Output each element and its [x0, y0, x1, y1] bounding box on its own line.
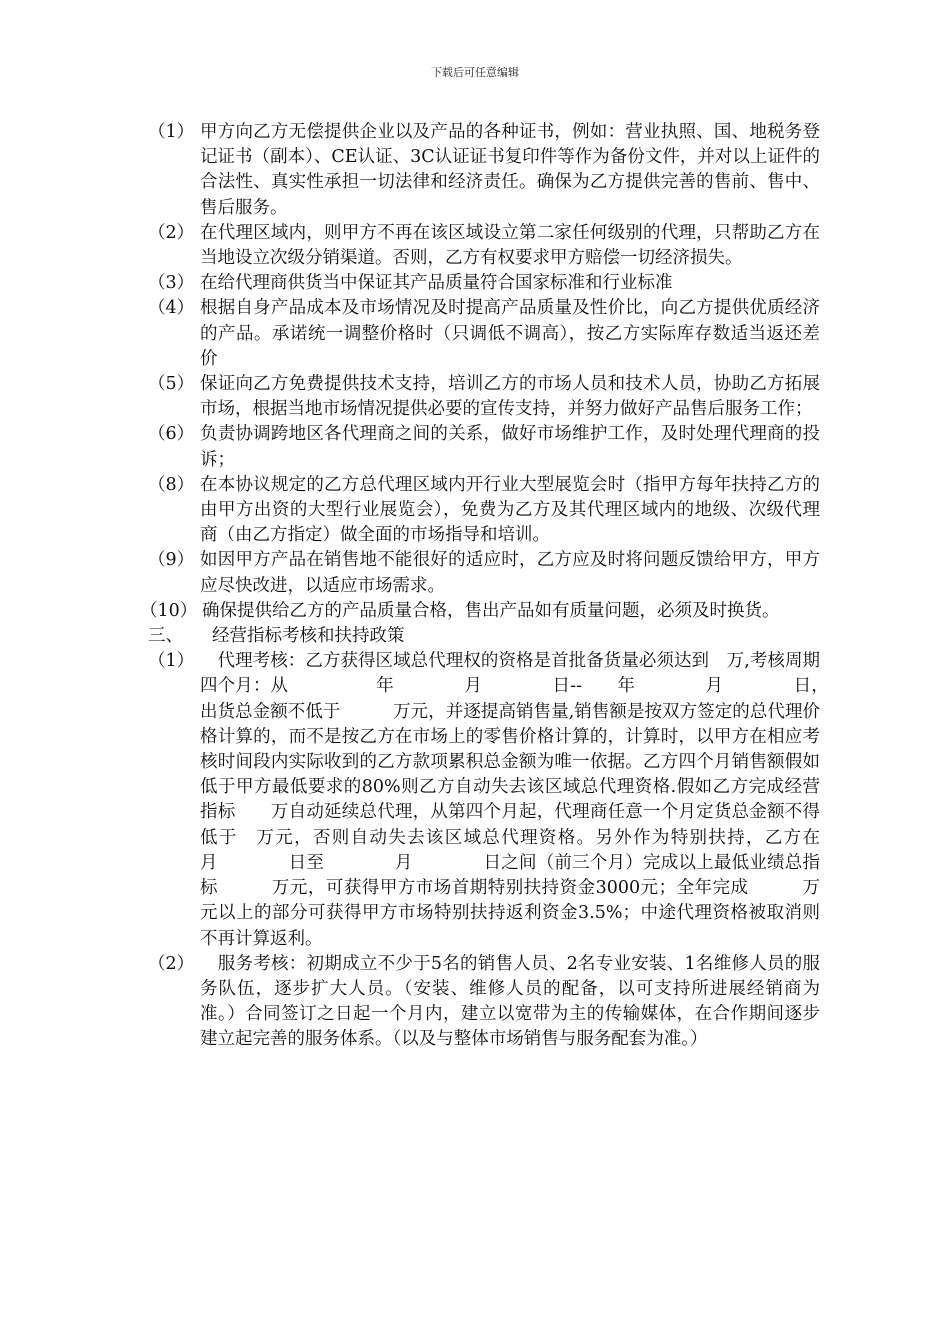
list-item	[148, 548, 820, 598]
item-text: 代理考核：乙方获得区域总代理权的资格是首批备货量必须达到 万,考核周期四个月：从 年 月 日-- 年 月 日， 出货总金额不低于 万元，并逐提高销售量,销售额是按双方签定的总代理价格计算的，而不是按乙方在市场上的零售价格计算的，计算时，以甲方在相应考核时间段内实际收到的乙方款项累积总金额为唯一依据。乙方四个月销售额假如低于甲方最低要求的80%则乙方自动失去该区域总代理资格.假如乙方完成经营指标 万自动延续总代理，从第四个月起，代理商任意一个月定货总金额不得低于 万元，否则自动失去该区域总代理资格。另外作为特别扶持，乙方在 月 日至 月 日之间（前三个月）完成以上最低业绩总指标 万元，可获得甲方市场首期特别扶持资金3000元；全年完成 万元以上的部分可获得甲方市场特别扶持返利资金3.5%；中途代理资格被取消则不再计算返利。	[200, 651, 908, 949]
item-number: （1）	[148, 651, 195, 672]
item-number: （2）	[148, 222, 195, 243]
item-number: （1）	[148, 122, 195, 142]
item-text: 在给代理商供货当中保证其产品质量符合国家标准和行业标准	[200, 273, 673, 294]
section-heading	[148, 624, 820, 649]
list-item	[148, 221, 820, 271]
item-text: 在本协议规定的乙方总代理区域内开行业大型展览会时（指甲方每年扶持乙方的由甲方出资的大型行业展览会），免费为乙方及其代理区域内的地级、次级代理商（由乙方指定）做全面的市场指导和培训。	[200, 474, 820, 546]
item-text: 负责协调跨地区各代理商之间的关系，做好市场维护工作，及时处理代理商的投诉；	[200, 424, 820, 470]
page-header: 下载后可任意编辑	[431, 66, 519, 79]
item-number: （2）	[148, 953, 195, 974]
item-number: （6）	[148, 424, 195, 445]
item-number: （9）	[148, 550, 195, 571]
section-title: 经营指标考核和扶持政策	[212, 626, 405, 647]
item-text: 在代理区域内，则甲方不再在该区域设立第二家任何级别的代理，只帮助乙方在当地设立次级分销渠道。否则，乙方有权要求甲方赔偿一切经济损失。	[200, 222, 820, 269]
item-text: 确保提供给乙方的产品质量合格，售出产品如有质量问题，必须及时换货。	[202, 600, 780, 621]
item-text: 根据自身产品成本及市场情况及时提高产品质量及性价比，向乙方提供优质经济的产品。承诺统一调整价格时（只调低不调高），按乙方实际库存数适当返还差价	[200, 298, 820, 369]
item-number: （8）	[148, 474, 195, 495]
item-text: 如因甲方产品在销售地不能很好的适应时，乙方应及时将问题反馈给甲方，甲方应尽快改进，以适应市场需求。	[200, 550, 820, 596]
list-item	[140, 599, 820, 624]
item-text: 甲方向乙方无偿提供企业以及产品的各种证书，例如：营业执照、国、地税务登记证书（副本）、CE认证、3C认证证书复印件等作为备份文件，并对以上证件的合法性、真实性承担一切法律和经济责任。确保为乙方提供完善的售前、售中、售后服务。	[200, 122, 820, 218]
item-number: （10）	[140, 600, 198, 621]
list-item	[148, 422, 820, 472]
list-item	[148, 473, 820, 549]
list-item	[148, 296, 820, 372]
list-item	[148, 952, 820, 1053]
list-item	[148, 120, 820, 221]
item-number: （4）	[148, 298, 195, 319]
item-number: （5）	[148, 374, 195, 395]
section-number: 三、	[148, 626, 183, 647]
document-body	[140, 120, 908, 1053]
list-item	[148, 372, 820, 422]
item-text: 保证向乙方免费提供技术支持，培训乙方的市场人员和技术人员，协助乙方拓展市场，根据当地市场情况提供必要的宣传支持，并努力做好产品售后服务工作；	[200, 374, 820, 420]
item-text: 服务考核：初期成立不少于5名的销售人员、2名专业安装、1名维修人员的服务队伍，逐步扩大人员。（安装、维修人员的配备，以可支持所进展经销商为准。）合同签订之日起一个月内，建立以宽带为主的传输媒体，在合作期间逐步建立起完善的服务体系。（以及与整体市场销售与服务配套为准。）	[200, 953, 820, 1050]
list-item	[148, 649, 908, 951]
list-item	[148, 271, 820, 296]
item-number: （3）	[148, 273, 195, 294]
